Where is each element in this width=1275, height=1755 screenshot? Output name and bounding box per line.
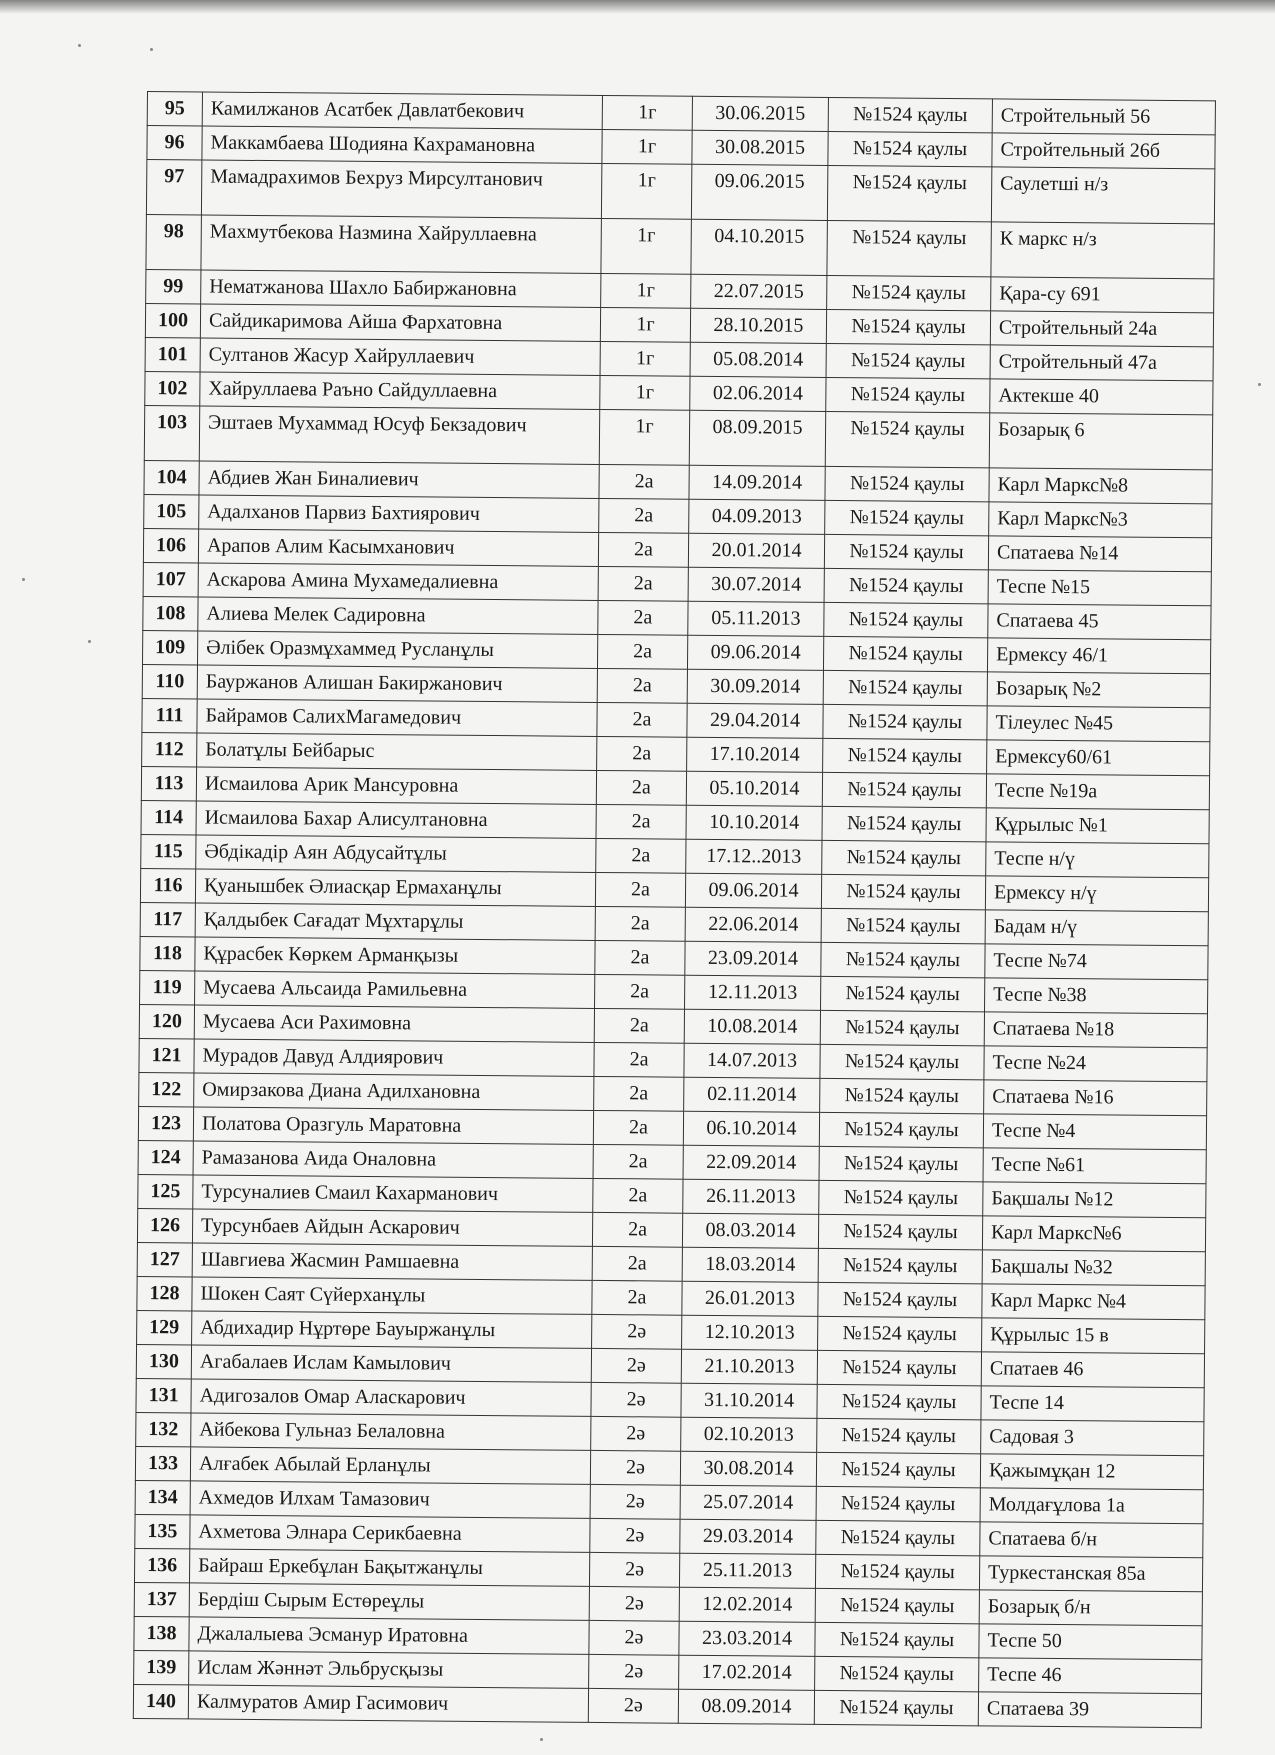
class-grade: 2а bbox=[595, 906, 685, 941]
home-address: Теспе №19а bbox=[986, 774, 1209, 810]
class-grade: 2ә bbox=[589, 1620, 679, 1655]
birth-date: 14.07.2013 bbox=[684, 1043, 820, 1078]
birth-date: 04.10.2015 bbox=[691, 219, 827, 275]
home-address: Спатаева №14 bbox=[988, 536, 1211, 572]
row-number: 140 bbox=[133, 1684, 188, 1718]
row-number: 117 bbox=[140, 902, 195, 936]
order-reference: №1524 қаулы bbox=[820, 1044, 984, 1079]
birth-date: 02.06.2014 bbox=[690, 376, 826, 411]
order-reference: №1524 қаулы bbox=[821, 874, 985, 909]
student-name: Алиева Мелек Садировна bbox=[198, 597, 598, 634]
order-reference: №1524 қаулы bbox=[817, 1418, 981, 1453]
order-reference: №1524 қаулы bbox=[816, 1520, 980, 1555]
row-number: 119 bbox=[140, 970, 195, 1004]
class-grade: 2а bbox=[598, 566, 688, 601]
row-number: 118 bbox=[140, 936, 195, 970]
home-address: Теспе №4 bbox=[983, 1114, 1206, 1150]
home-address: Ермексу н/ү bbox=[985, 876, 1208, 912]
birth-date: 22.06.2014 bbox=[685, 907, 821, 942]
birth-date: 30.06.2015 bbox=[692, 96, 828, 131]
class-grade: 2а bbox=[596, 838, 686, 873]
birth-date: 26.01.2013 bbox=[682, 1281, 818, 1316]
row-number: 100 bbox=[145, 303, 200, 337]
birth-date: 05.08.2014 bbox=[690, 342, 826, 377]
student-name: Абдихадир Нұртөре Бауыржанұлы bbox=[192, 1311, 592, 1348]
order-reference: №1524 қаулы bbox=[815, 1588, 979, 1623]
home-address: Теспе №38 bbox=[984, 978, 1207, 1014]
student-name: Турсуналиев Смаил Кахарманович bbox=[193, 1175, 593, 1212]
class-grade: 2а bbox=[593, 1110, 683, 1145]
birth-date: 10.10.2014 bbox=[686, 805, 822, 840]
home-address: Құрылыс 15 в bbox=[982, 1318, 1205, 1354]
row-number: 109 bbox=[142, 630, 197, 664]
birth-date: 10.08.2014 bbox=[684, 1009, 820, 1044]
student-name: Қуанышбек Әлиасқар Ермаханұлы bbox=[195, 869, 595, 906]
birth-date: 23.09.2014 bbox=[685, 941, 821, 976]
scan-speck bbox=[78, 44, 81, 47]
order-reference: №1524 қаулы bbox=[823, 704, 987, 739]
student-list-body bbox=[133, 92, 1215, 1728]
class-grade: 1г bbox=[602, 95, 692, 130]
home-address: Теспе №61 bbox=[983, 1148, 1206, 1184]
birth-date: 12.11.2013 bbox=[685, 975, 821, 1010]
row-number: 97 bbox=[146, 160, 201, 215]
order-reference: №1524 қаулы bbox=[818, 1316, 982, 1351]
birth-date: 02.10.2013 bbox=[681, 1417, 817, 1452]
student-name: Арапов Алим Касымханович bbox=[198, 529, 598, 566]
birth-date: 08.03.2014 bbox=[682, 1213, 818, 1248]
row-number: 106 bbox=[143, 528, 198, 562]
row-number: 103 bbox=[144, 405, 199, 460]
class-grade: 2ә bbox=[590, 1450, 680, 1485]
order-reference: №1524 қаулы bbox=[823, 738, 987, 773]
student-name: Абдиев Жан Биналиевич bbox=[199, 461, 599, 498]
student-name: Турсунбаев Айдын Аскарович bbox=[192, 1209, 592, 1246]
order-reference: №1524 қаулы bbox=[819, 1180, 983, 1215]
home-address: Стройтельный 26б bbox=[992, 133, 1215, 169]
order-reference: №1524 қаулы bbox=[818, 1248, 982, 1283]
class-grade: 2а bbox=[594, 1076, 684, 1111]
birth-date: 29.03.2014 bbox=[680, 1519, 816, 1554]
class-grade: 2ә bbox=[589, 1654, 679, 1689]
row-number: 128 bbox=[137, 1276, 192, 1310]
student-name: Айбекова Гульназ Белаловна bbox=[191, 1413, 591, 1450]
student-name: Мусаева Аси Рахимовна bbox=[194, 1005, 594, 1042]
row-number: 131 bbox=[136, 1378, 191, 1412]
home-address: Стройтельный 47а bbox=[990, 345, 1213, 381]
home-address: Молдағұлова 1а bbox=[980, 1488, 1203, 1524]
home-address: Теспе №74 bbox=[985, 944, 1208, 980]
class-grade: 2ә bbox=[592, 1314, 682, 1349]
row-number: 123 bbox=[138, 1106, 193, 1140]
row-number: 98 bbox=[146, 214, 201, 269]
order-reference: №1524 қаулы bbox=[825, 466, 989, 501]
order-reference: №1524 қаулы bbox=[821, 942, 985, 977]
home-address: Теспе 46 bbox=[979, 1658, 1202, 1694]
class-grade: 1г bbox=[600, 307, 690, 342]
class-grade: 2а bbox=[595, 872, 685, 907]
order-reference: №1524 қаулы bbox=[823, 636, 987, 671]
table-row bbox=[144, 405, 1212, 469]
home-address: К маркс н/з bbox=[991, 222, 1214, 279]
student-name: Агабалаев Ислам Камылович bbox=[191, 1345, 591, 1382]
home-address: Теспе н/ү bbox=[986, 842, 1209, 878]
row-number: 114 bbox=[141, 800, 196, 834]
birth-date: 22.09.2014 bbox=[683, 1145, 819, 1180]
birth-date: 02.11.2014 bbox=[684, 1077, 820, 1112]
class-grade: 2а bbox=[599, 464, 689, 499]
order-reference: №1524 қаулы bbox=[815, 1656, 979, 1691]
class-grade: 1г bbox=[599, 409, 689, 465]
row-number: 104 bbox=[144, 460, 199, 494]
order-reference: №1524 қаулы bbox=[826, 377, 990, 412]
class-grade: 2ә bbox=[589, 1552, 679, 1587]
order-reference: №1524 қаулы bbox=[817, 1350, 981, 1385]
row-number: 111 bbox=[142, 698, 197, 732]
class-grade: 2а bbox=[593, 1178, 683, 1213]
class-grade: 2а bbox=[597, 736, 687, 771]
class-grade: 1г bbox=[601, 273, 691, 308]
home-address: Актекше 40 bbox=[990, 379, 1213, 415]
row-number: 112 bbox=[142, 732, 197, 766]
birth-date: 22.07.2015 bbox=[691, 274, 827, 309]
class-grade: 2а bbox=[596, 804, 686, 839]
order-reference: №1524 қаулы bbox=[827, 220, 991, 276]
birth-date: 25.07.2014 bbox=[680, 1485, 816, 1520]
student-name: Султанов Жасур Хайруллаевич bbox=[200, 338, 600, 375]
birth-date: 23.03.2014 bbox=[679, 1621, 815, 1656]
order-reference: №1524 қаулы bbox=[824, 568, 988, 603]
order-reference: №1524 қаулы bbox=[818, 1214, 982, 1249]
order-reference: №1524 қаулы bbox=[822, 840, 986, 875]
home-address: Стройтельный 24а bbox=[990, 311, 1213, 347]
class-grade: 2а bbox=[592, 1212, 682, 1247]
birth-date: 17.12..2013 bbox=[686, 839, 822, 874]
home-address: Теспе №24 bbox=[984, 1046, 1207, 1082]
class-grade: 2а bbox=[597, 702, 687, 737]
row-number: 99 bbox=[146, 269, 201, 303]
row-number: 101 bbox=[145, 337, 200, 371]
home-address: Тілеулес №45 bbox=[987, 706, 1210, 742]
class-grade: 2а bbox=[597, 668, 687, 703]
order-reference: №1524 қаулы bbox=[821, 908, 985, 943]
student-name: Джалалыева Эсманур Иратовна bbox=[189, 1617, 589, 1654]
row-number: 134 bbox=[135, 1480, 190, 1514]
student-name: Шавгиева Жасмин Рамшаевна bbox=[192, 1243, 592, 1280]
row-number: 107 bbox=[143, 562, 198, 596]
row-number: 121 bbox=[139, 1038, 194, 1072]
order-reference: №1524 қаулы bbox=[824, 534, 988, 569]
row-number: 137 bbox=[134, 1582, 189, 1616]
student-name: Калмуратов Амир Гасимович bbox=[188, 1685, 588, 1722]
class-grade: 2ә bbox=[590, 1518, 680, 1553]
student-name: Омирзакова Диана Адилхановна bbox=[194, 1073, 594, 1110]
birth-date: 30.08.2015 bbox=[692, 130, 828, 165]
class-grade: 2а bbox=[597, 634, 687, 669]
student-name: Сайдикаримова Айша Фархатовна bbox=[200, 304, 600, 341]
birth-date: 28.10.2015 bbox=[690, 308, 826, 343]
order-reference: №1524 қаулы bbox=[822, 772, 986, 807]
class-grade: 1г bbox=[602, 129, 692, 164]
home-address: Спатаева 45 bbox=[988, 604, 1211, 640]
class-grade: 2а bbox=[595, 974, 685, 1009]
birth-date: 12.02.2014 bbox=[679, 1587, 815, 1622]
home-address: Спатаева №16 bbox=[984, 1080, 1207, 1116]
birth-date: 09.06.2014 bbox=[685, 873, 821, 908]
home-address: Бозарық №2 bbox=[987, 672, 1210, 708]
row-number: 130 bbox=[136, 1344, 191, 1378]
order-reference: №1524 қаулы bbox=[818, 1282, 982, 1317]
home-address: Құрылыс №1 bbox=[986, 808, 1209, 844]
birth-date: 05.10.2014 bbox=[686, 771, 822, 806]
order-reference: №1524 қаулы bbox=[826, 343, 990, 378]
row-number: 139 bbox=[134, 1650, 189, 1684]
home-address: Спатаева 39 bbox=[978, 1692, 1201, 1728]
birth-date: 09.06.2015 bbox=[691, 164, 827, 220]
class-grade: 1г bbox=[600, 375, 690, 410]
order-reference: №1524 қаулы bbox=[828, 131, 992, 166]
order-reference: №1524 қаулы bbox=[819, 1112, 983, 1147]
student-name: Камилжанов Асатбек Давлатбекович bbox=[202, 92, 602, 129]
student-name: Исмаилова Арик Мансуровна bbox=[196, 767, 596, 804]
class-grade: 2а bbox=[598, 532, 688, 567]
row-number: 133 bbox=[135, 1446, 190, 1480]
student-name: Байрамов СалихМагамедович bbox=[197, 699, 597, 736]
student-name: Бердіш Сырым Естөреұлы bbox=[189, 1583, 589, 1620]
student-name: Байраш Еркебұлан Бақытжанұлы bbox=[189, 1549, 589, 1586]
row-number: 115 bbox=[141, 834, 196, 868]
home-address: Карл Маркс№6 bbox=[982, 1216, 1205, 1252]
class-grade: 2а bbox=[594, 1042, 684, 1077]
row-number: 125 bbox=[138, 1174, 193, 1208]
order-reference: №1524 қаулы bbox=[822, 806, 986, 841]
row-number: 122 bbox=[139, 1072, 194, 1106]
home-address: Бақшалы №32 bbox=[982, 1250, 1205, 1286]
birth-date: 31.10.2014 bbox=[681, 1383, 817, 1418]
home-address: Бозарық б/н bbox=[979, 1590, 1202, 1626]
student-name: Ахмедов Илхам Тамазович bbox=[190, 1481, 590, 1518]
student-name: Әлібек Оразмұхаммед Русланұлы bbox=[197, 631, 597, 668]
student-name: Исмаилова Бахар Алисултановна bbox=[196, 801, 596, 838]
student-name: Ислам Жәннәт Эльбрусқызы bbox=[189, 1651, 589, 1688]
order-reference: №1524 қаулы bbox=[814, 1690, 978, 1725]
row-number: 95 bbox=[147, 92, 202, 126]
scan-speck bbox=[150, 48, 153, 51]
student-name: Мурадов Давуд Алдиярович bbox=[194, 1039, 594, 1076]
home-address: Карл Маркс№8 bbox=[989, 468, 1212, 504]
class-grade: 2а bbox=[596, 770, 686, 805]
birth-date: 30.08.2014 bbox=[680, 1451, 816, 1486]
class-grade: 2а bbox=[598, 600, 688, 635]
row-number: 116 bbox=[140, 868, 195, 902]
order-reference: №1524 қаулы bbox=[825, 500, 989, 535]
birth-date: 06.10.2014 bbox=[683, 1111, 819, 1146]
student-name: Қалдыбек Сағадат Мұхтарұлы bbox=[195, 903, 595, 940]
birth-date: 25.11.2013 bbox=[679, 1553, 815, 1588]
row-number: 126 bbox=[137, 1208, 192, 1242]
class-grade: 1г bbox=[601, 218, 691, 274]
home-address: Бадам н/ү bbox=[985, 910, 1208, 946]
row-number: 124 bbox=[138, 1140, 193, 1174]
scan-speck bbox=[88, 640, 91, 643]
class-grade: 2а bbox=[599, 498, 689, 533]
birth-date: 20.01.2014 bbox=[688, 533, 824, 568]
birth-date: 08.09.2015 bbox=[689, 410, 825, 466]
home-address: Бақшалы №12 bbox=[983, 1182, 1206, 1218]
class-grade: 2а bbox=[595, 940, 685, 975]
class-grade: 2а bbox=[592, 1280, 682, 1315]
birth-date: 26.11.2013 bbox=[683, 1179, 819, 1214]
birth-date: 08.09.2014 bbox=[678, 1689, 814, 1724]
home-address: Ермексу 46/1 bbox=[987, 638, 1210, 674]
student-name: Махмутбекова Назмина Хайруллаевна bbox=[201, 215, 601, 273]
student-name: Адалханов Парвиз Бахтиярович bbox=[199, 495, 599, 532]
row-number: 102 bbox=[145, 371, 200, 405]
row-number: 127 bbox=[137, 1242, 192, 1276]
order-reference: №1524 қаулы bbox=[817, 1384, 981, 1419]
student-name: Әбдікадір Аян Абдусайтұлы bbox=[196, 835, 596, 872]
row-number: 132 bbox=[136, 1412, 191, 1446]
row-number: 120 bbox=[139, 1004, 194, 1038]
row-number: 110 bbox=[142, 664, 197, 698]
order-reference: №1524 қаулы bbox=[820, 1010, 984, 1045]
home-address: Бозарық 6 bbox=[989, 413, 1212, 470]
student-name: Маккамбаева Шодияна Кахрамановна bbox=[202, 126, 602, 163]
table-row bbox=[146, 214, 1214, 278]
home-address: Теспе 14 bbox=[981, 1386, 1204, 1422]
order-reference: №1524 қаулы bbox=[815, 1554, 979, 1589]
birth-date: 30.09.2014 bbox=[687, 669, 823, 704]
birth-date: 30.07.2014 bbox=[688, 567, 824, 602]
home-address: Қара-су 691 bbox=[991, 277, 1214, 313]
class-grade: 1г bbox=[601, 163, 691, 219]
student-name: Эштаев Мухаммад Юсуф Бекзадович bbox=[199, 406, 599, 464]
row-number: 136 bbox=[134, 1548, 189, 1582]
birth-date: 18.03.2014 bbox=[682, 1247, 818, 1282]
document-page bbox=[147, 91, 1215, 1719]
home-address: Карл Маркс №4 bbox=[982, 1284, 1205, 1320]
home-address: Стройтельный 56 bbox=[992, 99, 1215, 135]
home-address: Карл Маркс№3 bbox=[989, 502, 1212, 538]
student-name: Құрасбек Көркем Арманқызы bbox=[195, 937, 595, 974]
order-reference: №1524 қаулы bbox=[824, 602, 988, 637]
order-reference: №1524 қаулы bbox=[823, 670, 987, 705]
class-grade: 1г bbox=[600, 341, 690, 376]
class-grade: 2ә bbox=[591, 1348, 681, 1383]
birth-date: 14.09.2014 bbox=[689, 465, 825, 500]
student-name: Аскарова Амина Мухамедалиевна bbox=[198, 563, 598, 600]
row-number: 138 bbox=[134, 1616, 189, 1650]
birth-date: 29.04.2014 bbox=[687, 703, 823, 738]
student-name: Полатова Оразгуль Маратовна bbox=[193, 1107, 593, 1144]
birth-date: 05.11.2013 bbox=[688, 601, 824, 636]
student-name: Нематжанова Шахло Бабиржановна bbox=[201, 270, 601, 307]
scan-speck bbox=[540, 1738, 543, 1741]
birth-date: 21.10.2013 bbox=[681, 1349, 817, 1384]
order-reference: №1524 қаулы bbox=[828, 97, 992, 132]
home-address: Туркестанская 85а bbox=[979, 1556, 1202, 1592]
order-reference: №1524 қаулы bbox=[821, 976, 985, 1011]
student-name: Рамазанова Аида Оналовна bbox=[193, 1141, 593, 1178]
order-reference: №1524 қаулы bbox=[827, 275, 991, 310]
row-number: 129 bbox=[137, 1310, 192, 1344]
student-name: Ахметова Элнара Серикбаевна bbox=[190, 1515, 590, 1552]
class-grade: 2ә bbox=[588, 1688, 678, 1723]
birth-date: 17.10.2014 bbox=[687, 737, 823, 772]
scan-speck bbox=[22, 578, 25, 581]
student-name: Шокен Саят Сүйерханұлы bbox=[192, 1277, 592, 1314]
class-grade: 2а bbox=[593, 1144, 683, 1179]
student-name: Мусаева Альсаида Рамильевна bbox=[195, 971, 595, 1008]
student-name: Хайруллаева Раъно Сайдуллаевна bbox=[200, 372, 600, 409]
home-address: Спатаева б/н bbox=[980, 1522, 1203, 1558]
order-reference: №1524 қаулы bbox=[815, 1622, 979, 1657]
row-number: 113 bbox=[141, 766, 196, 800]
order-reference: №1524 қаулы bbox=[827, 165, 991, 221]
class-grade: 2ә bbox=[590, 1484, 680, 1519]
student-name: Болатұлы Бейбарыс bbox=[197, 733, 597, 770]
home-address: Садовая 3 bbox=[981, 1420, 1204, 1456]
class-grade: 2а bbox=[594, 1008, 684, 1043]
birth-date: 12.10.2013 bbox=[682, 1315, 818, 1350]
scan-top-edge bbox=[0, 0, 1275, 14]
birth-date: 04.09.2013 bbox=[689, 499, 825, 534]
order-reference: №1524 қаулы bbox=[816, 1452, 980, 1487]
home-address: Қажымұқан 12 bbox=[980, 1454, 1203, 1490]
home-address: Саулетші н/з bbox=[991, 167, 1214, 224]
student-name: Алғабек Абылай Ерланұлы bbox=[190, 1447, 590, 1484]
row-number: 96 bbox=[147, 126, 202, 160]
student-name: Бауржанов Алишан Бакиржанович bbox=[197, 665, 597, 702]
home-address: Ермексу60/61 bbox=[987, 740, 1210, 776]
student-name: Мамадрахимов Бехруз Мирсултанович bbox=[201, 160, 601, 218]
class-grade: 2ә bbox=[591, 1416, 681, 1451]
home-address: Спатаев 46 bbox=[981, 1352, 1204, 1388]
order-reference: №1524 қаулы bbox=[820, 1078, 984, 1113]
scan-speck bbox=[1258, 383, 1261, 386]
order-reference: №1524 қаулы bbox=[816, 1486, 980, 1521]
row-number: 108 bbox=[143, 596, 198, 630]
class-grade: 2ә bbox=[591, 1382, 681, 1417]
home-address: Теспе №15 bbox=[988, 570, 1211, 606]
order-reference: №1524 қаулы bbox=[819, 1146, 983, 1181]
order-reference: №1524 қаулы bbox=[825, 411, 989, 467]
home-address: Спатаева №18 bbox=[984, 1012, 1207, 1048]
class-grade: 2ә bbox=[589, 1586, 679, 1621]
student-name: Адигозалов Омар Аласкарович bbox=[191, 1379, 591, 1416]
row-number: 135 bbox=[135, 1514, 190, 1548]
home-address: Теспе 50 bbox=[979, 1624, 1202, 1660]
birth-date: 17.02.2014 bbox=[679, 1655, 815, 1690]
row-number: 105 bbox=[144, 494, 199, 528]
student-list-table bbox=[133, 91, 1216, 1728]
birth-date: 09.06.2014 bbox=[687, 635, 823, 670]
table-row bbox=[146, 160, 1214, 224]
order-reference: №1524 қаулы bbox=[826, 309, 990, 344]
class-grade: 2а bbox=[592, 1246, 682, 1281]
